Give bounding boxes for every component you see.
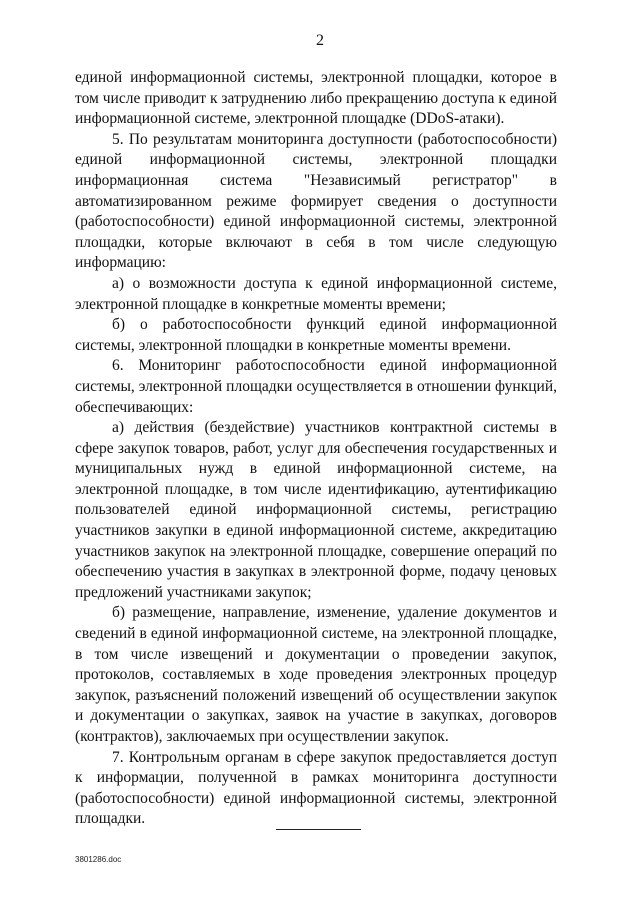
paragraph-clause-5a: а) о возможности доступа к единой информационной системе, электронной площадке в конкретные моменты времени; [75, 274, 557, 313]
paragraph-clause-5b: б) о работоспособности функций единой информационной системы, электронной площадки в конкретные моменты времени. [75, 316, 557, 354]
paragraph-clause-6: 6. Мониторинг работоспособности единой информационной системы, электронной площадки осуществляется в отношении функций, обеспечивающих: [75, 357, 557, 416]
paragraph-clause-7: 7. Контрольным органам в сфере закупок предоставляется доступ к информации, полученной в рамках мониторинга доступности (работоспособности) единой информационной системы, электронной площадки. [75, 748, 557, 828]
paragraph-clause-6b: б) размещение, направление, изменение, удаление документов и сведений в единой информационной системе, на электронной площадке, в том числе извещений и документации о проведении закупок, протоколов, составляемых в ходе проведения электронных процедур закупок, разъяснений положений извещений об осуществлении закупок и документации о закупках, заявок на участие в закупках, договоров (контрактов), заключаемых при осуществлении закупок. [75, 604, 557, 745]
paragraph-clause-6a: а) действия (бездействие) участников контрактной системы в сфере закупок товаров, работ, услуг для обеспечения государственных и муниципальных нужд в единой информационной системе, на электронной площадке, в том числе идентификацию, аутентификацию пользователей единой информационной системы, регистрацию участников закупки в единой информационной системе, аккредитацию участников закупок на электронной площадке, совершение операций по обеспечению участия в закупках в электронной форме, подачу ценовых предложений участниками закупок; [75, 419, 557, 601]
page-number: 2 [316, 32, 324, 49]
paragraph-clause-5: 5. По результатам мониторинга доступности (работоспособности) единой информационной системы, электронной площадки информационная система "Независимый регистратор" в автоматизированном режиме формирует сведения о доступности (работоспособности) единой информационной системы, электронной площадки, которые включают в себя в том числе следующую информацию: [75, 130, 557, 272]
end-divider [276, 829, 361, 830]
document-id: 3801286.doc [75, 855, 122, 864]
document-body [75, 68, 557, 830]
paragraph-continuation: единой информационной системы, электронной площадки, которое в том числе приводит к затруднению либо прекращению доступа к единой информационной системе, электронной площадке (DDoS-атаки). [75, 69, 557, 128]
